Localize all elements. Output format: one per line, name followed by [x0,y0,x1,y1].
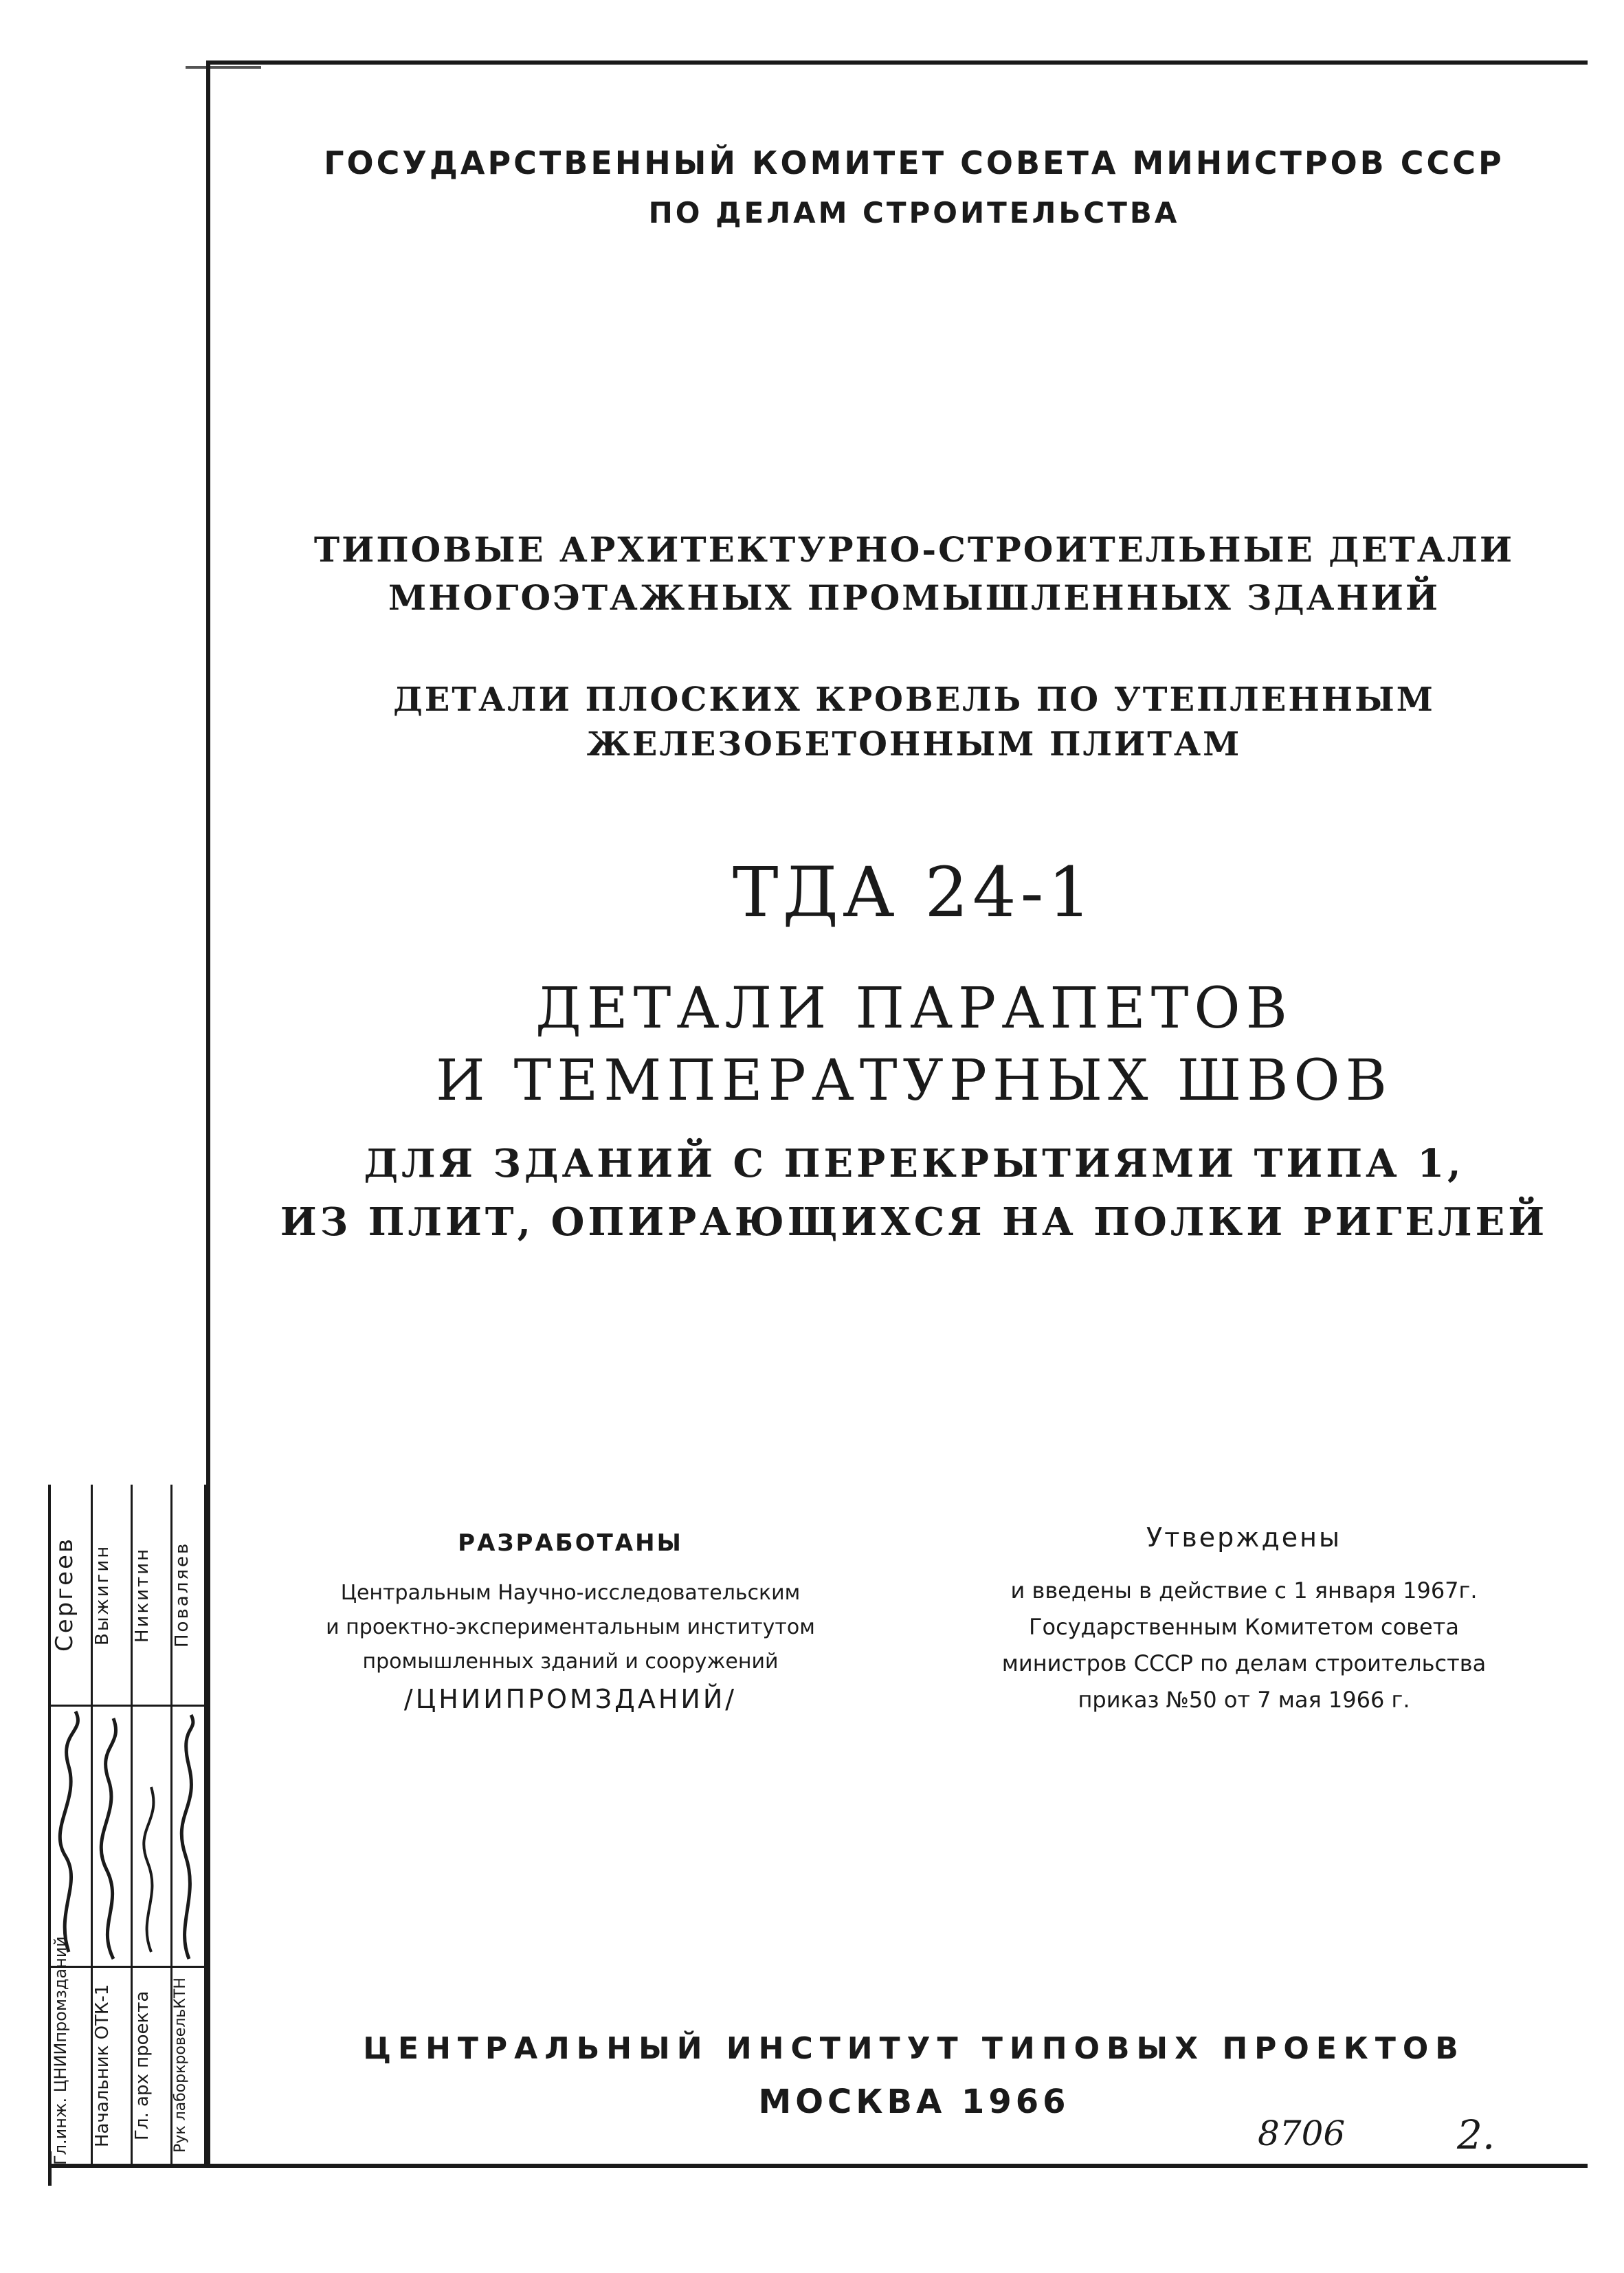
signature-name-1: Сергеев [51,1537,78,1652]
document-subtitle-line-1: ДЛЯ ЗДАНИЙ С ПЕРЕКРЫТИЯМИ ТИПА 1, [364,1141,1465,1186]
ministry-line-1: ГОСУДАРСТВЕННЫЙ КОМИТЕТ СОВЕТА МИНИСТРОВ СССР [324,144,1504,181]
frame-bottom-line [48,2164,1588,2168]
signature-name-4: Поваляев [172,1541,192,1648]
signature-name-2: Выжигин [92,1544,113,1645]
ministry-line-2: ПО ДЕЛАМ СТРОИТЕЛЬСТВА [648,196,1180,230]
document-subtitle-line-2: ИЗ ПЛИТ, ОПИРАЮЩИХСЯ НА ПОЛКИ РИГЕЛЕЙ [280,1199,1548,1245]
series-line-3: ДЕТАЛИ ПЛОСКИХ КРОВЕЛЬ ПО УТЕПЛЕННЫМ [393,680,1435,719]
approved-line-3: министров СССР по делам строительства [1001,1650,1487,1676]
document-title-line-1: ДЕТАЛИ ПАРАПЕТОВ [535,976,1293,1041]
signature-position-2: Начальник ОТК-1 [92,1984,113,2147]
approved-line-4: приказ №50 от 7 мая 1966 г. [1078,1687,1410,1713]
developed-line-3: промышленных зданий и сооружений [362,1650,779,1674]
document-title-line-2: И ТЕМПЕРАТУРНЫХ ШВОВ [436,1048,1392,1113]
handwritten-signatures [48,1705,206,1966]
city-year: МОСКВА 1966 [758,2083,1070,2121]
signature-block [48,1485,206,2165]
frame-top-line [206,60,1588,65]
signature-name-3: Никитин [132,1546,153,1643]
series-line-4: ЖЕЛЕЗОБЕТОННЫМ ПЛИТАМ [586,725,1242,764]
developed-line-1: Центральным Научно-исследовательским [340,1581,801,1605]
developed-abbreviation: /ЦНИИПРОМЗДАНИЙ/ [403,1684,737,1714]
series-line-2: МНОГОЭТАЖНЫХ ПРОМЫШЛЕННЫХ ЗДАНИЙ [388,577,1441,618]
signature-position-1: Гл.инж. ЦНИИпромзданий [51,1936,70,2165]
approved-heading: Утверждены [1146,1522,1342,1553]
document-code: ТДА 24-1 [732,852,1096,933]
frame-corner-mark [186,66,261,69]
inventory-number: 8706 [1258,2114,1346,2153]
developed-heading: РАЗРАБОТАНЫ [458,1529,683,1557]
signature-position-3: Гл. арх проекта [132,1991,153,2140]
publisher-name: ЦЕНТРАЛЬНЫЙ ИНСТИТУТ ТИПОВЫХ ПРОЕКТОВ [363,2031,1465,2066]
signature-position-4: Рук лаборкровельКТН [172,1977,189,2153]
approved-line-1: и введены в действие с 1 января 1967г. [1010,1577,1478,1604]
page-number: 2. [1457,2111,1495,2158]
approved-line-2: Государственным Комитетом совета [1029,1614,1459,1640]
series-line-1: ТИПОВЫЕ АРХИТЕКТУРНО-СТРОИТЕЛЬНЫЕ ДЕТАЛИ [313,529,1515,570]
developed-line-2: и проектно-экспериментальным институтом [326,1615,815,1639]
